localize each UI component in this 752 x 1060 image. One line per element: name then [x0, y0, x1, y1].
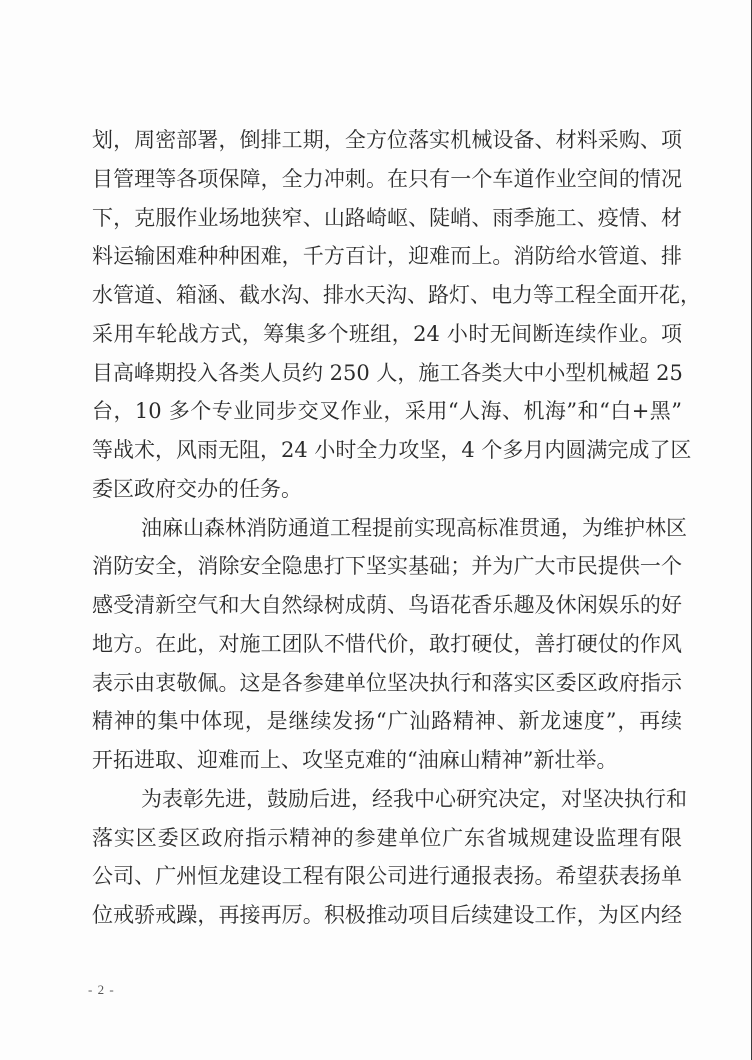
- text-line: 表示由衷敬佩。这是各参建单位坚决执行和落实区委区政府指示: [92, 670, 682, 695]
- page-number: - 2 -: [88, 982, 115, 997]
- text-line: 落实区委区政府指示精神的参建单位广东省城规建设监理有限: [92, 825, 682, 850]
- text-line: 油麻山森林消防通道工程提前实现高标准贯通，为维护林区: [141, 515, 687, 540]
- text-line: 划，周密部署，倒排工期，全方位落实机械设备、材料采购、项: [92, 128, 682, 152]
- text-line: 采用车轮战方式，筹集多个班组，24 小时无间断连续作业。项: [92, 321, 682, 346]
- text-line: 为表彰先进，鼓励后进，经我中心研究决定，对坚决执行和: [141, 786, 687, 811]
- text-line: 委区政府交办的任务。: [92, 476, 302, 501]
- paragraph-2: [92, 509, 687, 780]
- text-line: 开拓进取、迎难而上、攻坚克难的“油麻山精神”新壮举。: [92, 748, 618, 772]
- text-line: 地方。在此，对施工团队不惜代价，敢打硬仗，善打硬仗的作风: [92, 631, 682, 656]
- text-line: 料运输困难种种困难，千方百计，迎难而上。消防给水管道、排: [92, 244, 682, 269]
- text-line: 消防安全，消除安全隐患打下坚实基础；并为广大市民提供一个: [92, 554, 682, 579]
- text-line: 等战术，风雨无阻，24 小时全力攻坚，4 个多月内圆满完成了区: [92, 438, 692, 462]
- text-line: 感受清新空气和大自然绿树成荫、鸟语花香乐趣及休闲娱乐的好: [92, 593, 682, 617]
- paragraph-1: [92, 121, 701, 509]
- text-line: 精神的集中体现，是继续发扬“广汕路精神、新龙速度”，再续: [92, 709, 682, 734]
- text-line: 下，克服作业场地狭窄、山路崎岖、陡峭、雨季施工、疫情、材: [92, 205, 682, 230]
- text-line: 目高峰期投入各类人员约 250 人，施工各类大中小型机械超 25: [92, 360, 683, 385]
- document-body: [92, 121, 701, 935]
- paragraph-3: [92, 780, 687, 935]
- text-line: 公司、广州恒龙建设工程有限公司进行通报表扬。希望获表扬单: [92, 864, 682, 889]
- text-line: 台，10 多个专业同步交叉作业，采用“人海、机海”和“白+黑”: [92, 399, 682, 424]
- text-line: 目管理等各项保障，全力冲刺。在只有一个车道作业空间的情况: [92, 166, 682, 191]
- text-line: 水管道、箱涵、截水沟、排水天沟、路灯、电力等工程全面开花，: [92, 283, 701, 307]
- text-line: 位戒骄戒躁，再接再厉。积极推动项目后续建设工作，为区内经: [92, 903, 682, 927]
